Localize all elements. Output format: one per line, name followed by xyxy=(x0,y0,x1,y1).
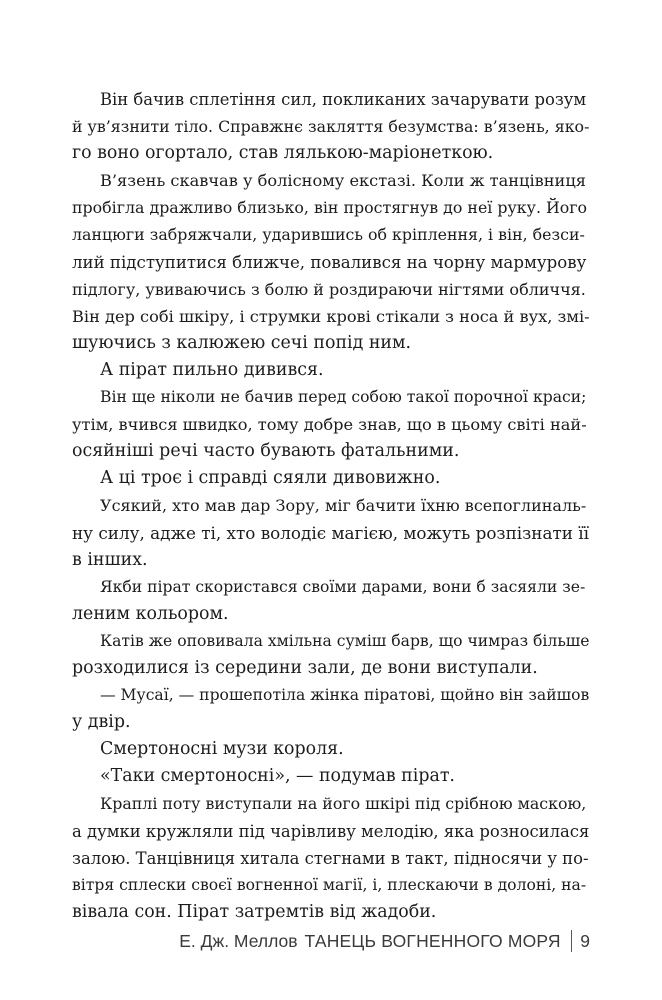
text-line: А ці троє і справді сяяли дивовижно. xyxy=(100,468,441,489)
text-line: Смертоносні музи короля. xyxy=(100,739,344,760)
text-line: Він бачив сплетіння сил, покликаних зачарувати розум xyxy=(100,90,587,109)
text-line: ланцюги забряжчали, ударившись об кріплення, і він, безси- xyxy=(72,225,585,245)
text-line: розходилися із середини зали, де вони виступали. xyxy=(72,657,538,678)
text-line: а думки кружляли під чарівливу мелодію, яка розносилася xyxy=(72,821,590,841)
text-line: вітря сплески своєї вогненної магії, і, плескаючи в долоні, на- xyxy=(72,875,587,894)
text-line: Він ще ніколи не бачив перед собою такої порочної краси; xyxy=(100,388,587,407)
text-line: Усякий, хто мав дар Зору, міг бачити їхню всепоглиналь- xyxy=(100,496,587,516)
text-line: «Таки смертоносні», — подумав пірат. xyxy=(100,766,455,787)
text-line: Краплі поту виступали на його шкірі під срібною маскою, xyxy=(100,794,587,814)
text-line: Якби пірат скористався своїми дарами, вони б засяяли зе- xyxy=(100,577,586,596)
running-footer xyxy=(72,930,590,952)
text-line: утім, вчився швидко, тому добре знав, що в цьому світі най- xyxy=(72,415,587,435)
text-line: Він дер собі шкіру, і струмки крові стікали з носа й вух, змі- xyxy=(72,306,590,326)
text-line: у двір. xyxy=(72,712,131,733)
footer-author: Е. Дж. Меллов xyxy=(179,930,298,951)
text-line: — Мусаї, — прошепотіла жінка піратові, щойно він зайшов xyxy=(100,686,590,705)
text-line: лий підступитися ближче, повалився на чорну мармурову xyxy=(72,252,587,272)
text-line: осяйніші речі часто бувають фатальними. xyxy=(72,441,460,462)
text-line: вівала сон. Пірат затремтів від жадоби. xyxy=(72,901,437,922)
text-line: В’язень скавчав у болісному екстазі. Коли ж танцівниця xyxy=(100,171,586,191)
text-line: в інших. xyxy=(72,549,148,570)
text-line: шуючись з калюжею сечі попід ним. xyxy=(72,332,412,353)
page-body-text xyxy=(72,86,590,926)
text-line: леним кольором. xyxy=(72,603,229,624)
footer-divider xyxy=(571,930,573,952)
text-line: ну силу, адже ті, хто володіє магією, можуть розпізнати її xyxy=(72,522,590,543)
footer-book-title: ТАНЕЦЬ ВОГНЕННОГО МОРЯ xyxy=(304,930,561,951)
text-line: підлогу, увиваючись з болю й роздираючи нігтями обличчя. xyxy=(72,279,586,299)
text-line: залою. Танцівниця хитала стегнами в такт, підносячи у по- xyxy=(72,848,589,868)
text-line: го воно огортало, став лялькою-маріонеткою. xyxy=(72,143,494,164)
text-line: А пірат пильно дивився. xyxy=(100,359,324,380)
text-line: Катів же оповивала хмільна суміш барв, що чимраз більше xyxy=(100,631,590,650)
text-line: й ув’язнити тіло. Справжнє закляття безумства: в’язень, яко- xyxy=(72,117,590,137)
text-line: пробігла дражливо близько, він простягнув до неї руку. Його xyxy=(72,198,588,218)
page-number: 9 xyxy=(580,930,590,951)
